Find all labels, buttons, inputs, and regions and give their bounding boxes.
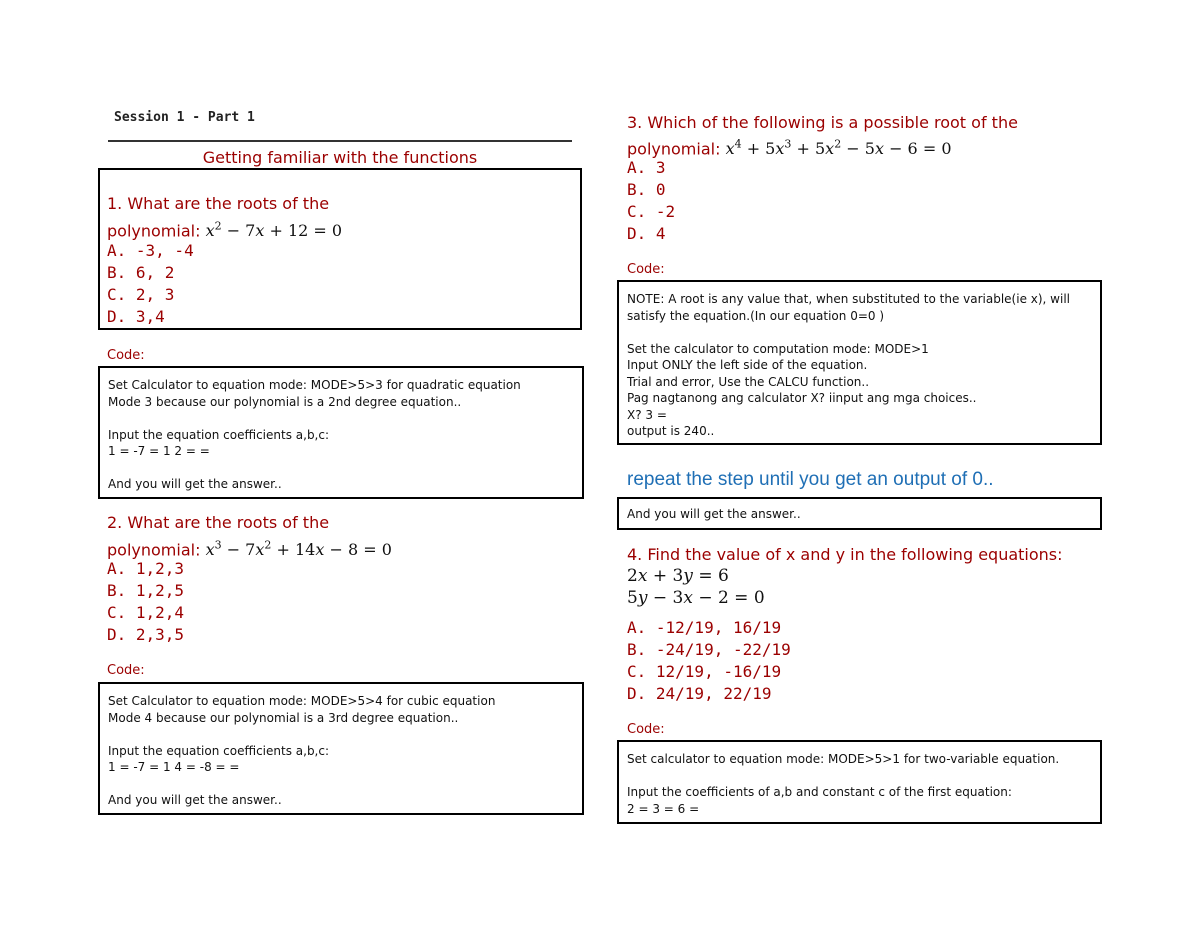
code-line [108,776,582,793]
code-box-1 [98,366,584,499]
code-label-2: Code: [107,663,145,678]
choice-c: C. 12/19, -16/19 [627,662,782,681]
choice-b: B. 6, 2 [107,263,175,282]
code-line: X? 3 = [627,407,667,422]
code-label-3: Code: [627,262,665,277]
question-4-choices [627,617,791,705]
code-line: 2 = 3 = 6 = [627,801,700,816]
answer-box-3 [617,497,1102,530]
code-line: 1 = -7 = 1 2 = = [108,444,210,458]
choice-b: B. -24/19, -22/19 [627,640,791,659]
choice-d: D. 24/19, 22/19 [627,684,772,703]
question-1-prefix-line [107,216,342,242]
question-1-choices [107,240,194,328]
question-2-prefix: polynomial: [107,540,201,560]
question-3-prefix-line [627,134,952,160]
question-3-prefix: polynomial: [627,139,721,159]
code-line: Set Calculator to equation mode: MODE>5>4 for cubic equation [108,694,496,708]
choice-d: D. 4 [627,224,666,243]
code-line: Input the equation coefficients a,b,c: [108,743,330,758]
question-1-prefix: polynomial: [107,221,201,241]
code-line: satisfy the equation.(In our equation 0=0 ) [627,308,885,323]
question-4-title: 4. Find the value of x and y in the following equations: [627,545,1063,564]
code-box-3 [617,280,1102,445]
code-line: Mode 4 because our polynomial is a 3rd degree equation.. [108,710,459,725]
code-line: Trial and error, Use the CALCU function.. [627,374,870,389]
code-line [627,768,1100,785]
question-1-title: 1. What are the roots of the [107,194,330,213]
code-line: NOTE: A root is any value that, when substituted to the variable(ie x), will [627,292,1070,306]
code-line: Input ONLY the left side of the equation. [627,358,868,372]
choice-c: C. -2 [627,202,676,221]
code-line [108,726,582,743]
code-line: Set the calculator to computation mode: MODE>1 [627,341,929,356]
code-line: Set Calculator to equation mode: MODE>5>3 for quadratic equation [108,378,521,392]
question-2-choices [107,558,184,646]
question-1-equation: $x^2 - 7x + 12 = 0$ [205,220,343,241]
question-3-title: 3. Which of the following is a possible root of the [627,113,1018,132]
choice-a: A. -3, -4 [107,241,194,260]
section-title: Getting familiar with the functions [202,148,478,167]
question-4-equation-2: 5y − 3x − 2 = 0 [627,588,765,608]
code-line: Input the equation coefficients a,b,c: [108,427,330,442]
question-2-equation: $x^3 - 7x^2 + 14x - 8 = 0$ [205,539,392,560]
code-label-4: Code: [627,722,665,737]
repeat-note: repeat the step until you get an output of 0.. [627,469,994,490]
code-line [108,460,582,477]
code-line: And you will get the answer.. [108,477,282,491]
choice-a: A. 1,2,3 [107,559,185,578]
choice-b: B. 0 [627,180,666,199]
header-rule [108,140,572,142]
code-line [627,324,1100,341]
code-line: Pag nagtanong ang calculator X? iinput ang mga choices.. [627,391,977,405]
code-line: 1 = -7 = 1 4 = -8 = = [108,760,240,774]
code-label-1: Code: [107,348,145,363]
code-box-4 [617,740,1102,824]
code-line: And you will get the answer.. [627,507,801,521]
question-2-title: 2. What are the roots of the [107,513,330,532]
code-line: output is 240.. [627,424,715,438]
choice-b: B. 1,2,5 [107,581,185,600]
code-line [108,410,582,427]
code-line: Mode 3 because our polynomial is a 2nd degree equation.. [108,394,462,409]
code-line: Set calculator to equation mode: MODE>5>1 for two-variable equation. [627,752,1060,766]
code-line: And you will get the answer.. [108,793,282,807]
choice-a: A. 3 [627,158,666,177]
choice-d: D. 3,4 [107,307,165,326]
choice-a: A. -12/19, 16/19 [627,618,782,637]
code-line: Input the coefficients of a,b and constant c of the first equation: [627,785,1012,799]
choice-c: C. 1,2,4 [107,603,185,622]
question-4-equation-1: 2x + 3y = 6 [627,566,729,586]
code-box-2 [98,682,584,815]
choice-d: D. 2,3,5 [107,625,185,644]
question-3-equation: $x^4 + 5x^3 + 5x^2 - 5x - 6 = 0$ [725,138,952,159]
choice-c: C. 2, 3 [107,285,175,304]
session-label: Session 1 - Part 1 [114,110,255,125]
question-3-choices [627,157,675,245]
